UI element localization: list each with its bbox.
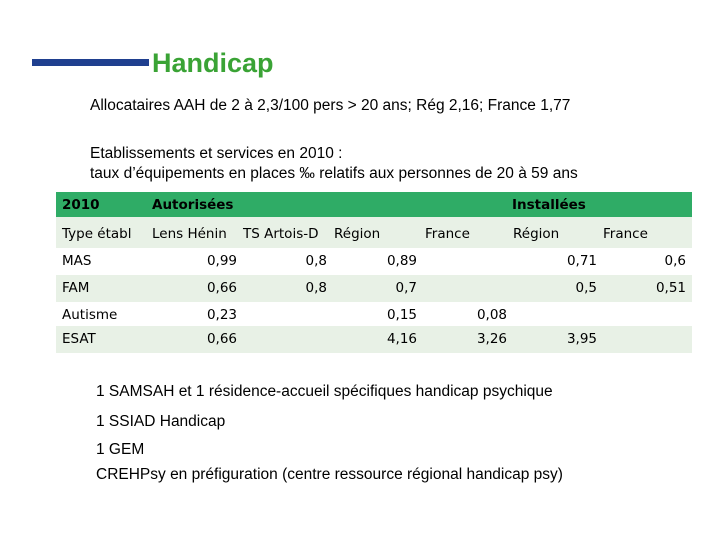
table-header-row xyxy=(56,192,692,217)
cell-type: MAS xyxy=(62,253,92,269)
cell-type: FAM xyxy=(62,280,90,296)
etab-line-2: taux d’équipements en places ‰ relatifs aux personnes de 20 à 59 ans xyxy=(90,165,578,182)
equipment-table xyxy=(56,192,692,353)
header-year: 2010 xyxy=(62,197,100,213)
aah-line: Allocataires AAH de 2 à 2,3/100 pers > 20 ans; Rég 2,16; France 1,77 xyxy=(90,97,571,114)
bullet-crehpsy: CREHPsy en préfiguration (centre ressource régional handicap psy) xyxy=(96,466,563,483)
col-region-installees: Région xyxy=(513,226,560,242)
col-france-installees: France xyxy=(603,226,648,242)
col-region-autorisees: Région xyxy=(334,226,381,242)
cell-region-autorisees: 0,89 xyxy=(386,253,417,269)
table-row xyxy=(56,302,692,326)
cell-region-autorisees: 4,16 xyxy=(386,331,417,347)
cell-france-installees: 0,6 xyxy=(664,253,686,269)
page-title: Handicap xyxy=(152,48,274,78)
cell-lens: 0,99 xyxy=(206,253,237,269)
cell-france-autorisees: 0,08 xyxy=(476,307,507,323)
cell-france-installees: 0,51 xyxy=(655,280,686,296)
table-row xyxy=(56,248,692,275)
table-row xyxy=(56,275,692,302)
cell-ts-artois: 0,8 xyxy=(305,253,327,269)
col-ts-artois: TS Artois-D xyxy=(243,226,319,242)
cell-lens: 0,23 xyxy=(206,307,237,323)
cell-type: ESAT xyxy=(62,331,96,347)
cell-lens: 0,66 xyxy=(206,280,237,296)
cell-region-autorisees: 0,15 xyxy=(386,307,417,323)
bullet-gem: 1 GEM xyxy=(96,441,145,458)
table-row xyxy=(56,326,692,353)
col-lens-henin: Lens Hénin xyxy=(152,226,227,242)
column-header-row xyxy=(56,217,692,248)
bullet-samsah: 1 SAMSAH et 1 résidence-accueil spécifiques handicap psychique xyxy=(96,383,553,400)
header-autorisees: Autorisées xyxy=(152,197,234,213)
title-accent-bar xyxy=(32,59,149,66)
cell-ts-artois: 0,8 xyxy=(305,280,327,296)
bullet-ssiad: 1 SSIAD Handicap xyxy=(96,413,226,430)
col-france-autorisees: France xyxy=(425,226,470,242)
col-type: Type établ xyxy=(62,226,132,242)
etab-line-1: Etablissements et services en 2010 : xyxy=(90,145,343,162)
cell-region-autorisees: 0,7 xyxy=(395,280,417,296)
header-installees: Installées xyxy=(512,197,586,213)
cell-region-installees: 0,71 xyxy=(566,253,597,269)
cell-region-installees: 3,95 xyxy=(566,331,597,347)
cell-region-installees: 0,5 xyxy=(575,280,597,296)
cell-lens: 0,66 xyxy=(206,331,237,347)
cell-france-autorisees: 3,26 xyxy=(476,331,507,347)
cell-type: Autisme xyxy=(62,307,118,323)
